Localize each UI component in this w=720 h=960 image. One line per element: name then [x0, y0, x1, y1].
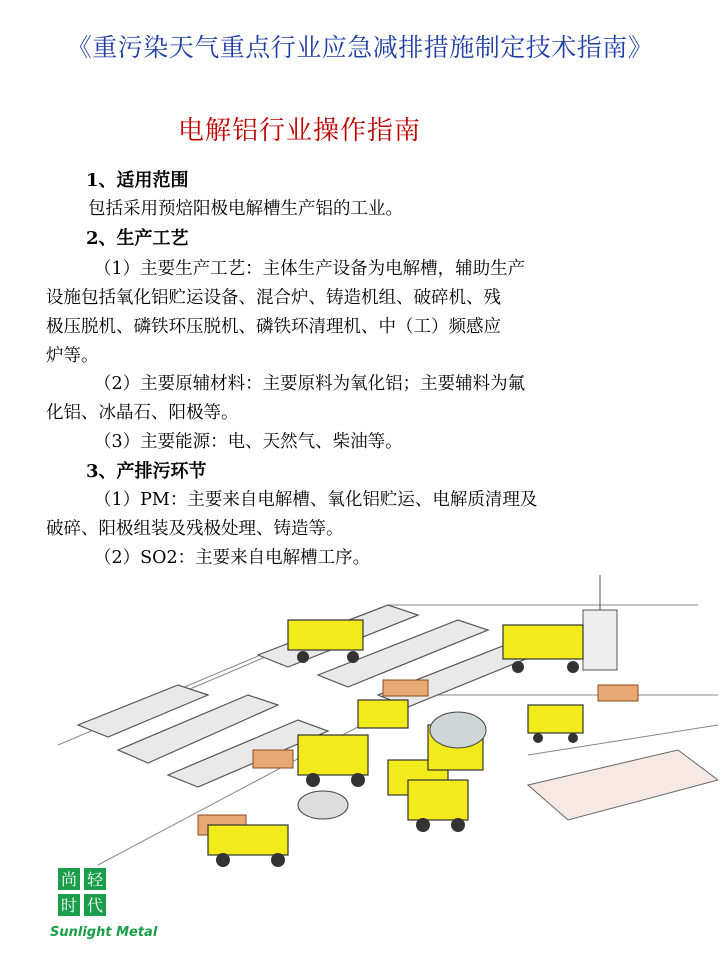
paragraph-line: （2）主要原辅材料：主要原料为氧化铝；主要辅料为氟	[94, 374, 526, 394]
section-heading-process: 2、生产工艺	[86, 228, 189, 249]
sunlight-metal-logo	[50, 868, 160, 948]
paragraph-line: （1）PM：主要来自电解槽、氧化铝贮运、电解质清理及	[94, 490, 538, 510]
paragraph-line: （3）主要能源：电、天然气、柴油等。	[94, 432, 403, 452]
svg-text:轻: 轻	[86, 870, 104, 889]
svg-text:Sunlight Metal: Sunlight Metal	[50, 925, 158, 940]
paragraph-line: （1）主要生产工艺：主体生产设备为电解槽，辅助生产	[94, 259, 526, 279]
paragraph-line: 化铝、冰晶石、阳极等。	[46, 403, 239, 423]
guide-subtitle: 电解铝行业操作指南	[178, 116, 422, 146]
paragraph-line: 设施包括氧化铝贮运设备、混合炉、铸造机组、破碎机、残	[46, 288, 501, 308]
paragraph-line: 包括采用预焙阳极电解槽生产铝的工业。	[88, 199, 403, 219]
svg-text:尚: 尚	[60, 870, 78, 889]
paragraph-line: 极压脱机、磷铁环压脱机、磷铁环清理机、中（工）频感应	[46, 317, 501, 337]
smelter-workshop-illustration	[58, 575, 718, 875]
svg-text:时: 时	[60, 896, 78, 915]
paragraph-line: （2）SO2：主要来自电解槽工序。	[94, 548, 371, 568]
document-title: 《重污染天气重点行业应急减排措施制定技术指南》	[66, 33, 654, 62]
section-heading-pollution: 3、产排污环节	[86, 461, 207, 482]
paragraph-line: 炉等。	[46, 346, 99, 366]
section-heading-scope: 1、适用范围	[86, 170, 189, 191]
paragraph-line: 破碎、阳极组装及残极处理、铸造等。	[46, 519, 344, 539]
svg-text:代: 代	[86, 896, 104, 915]
